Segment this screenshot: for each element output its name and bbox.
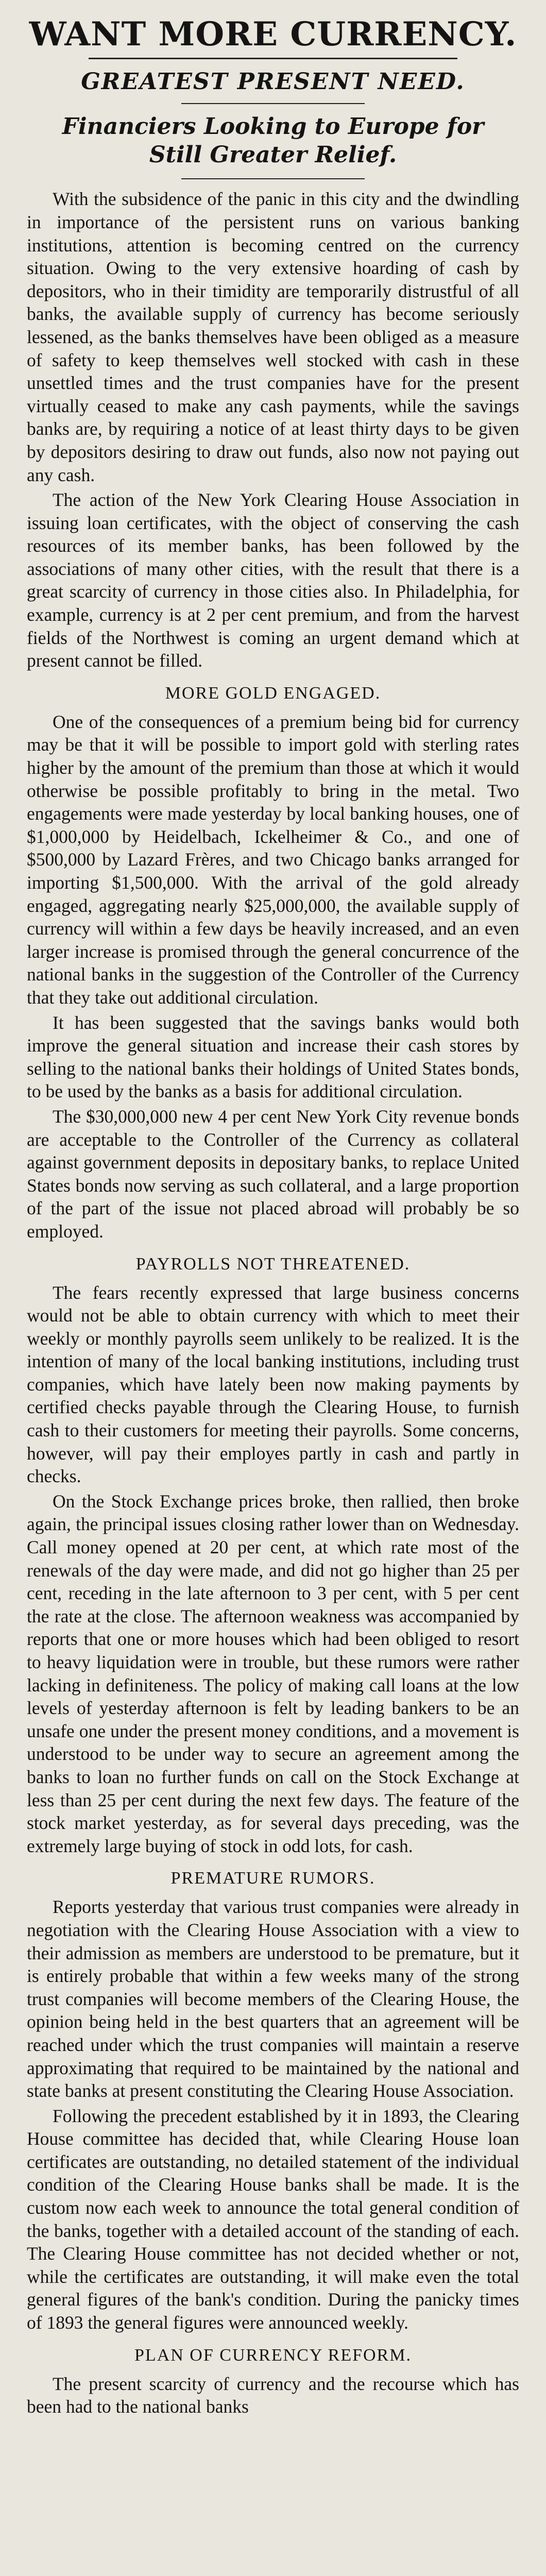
- headline: WANT MORE CURRENCY.: [29, 15, 517, 54]
- article-paragraph: One of the consequences of a premium being bid for currency may be that it will be possible to import gold with sterling rates higher by the amount of the premium than those at which it would otherwise be possible profitably to bring in the metal. Two engagements were made yesterday by local banking houses, one of $1,000,000 by Heidelbach, Ickelheimer & Co., and one of $500,000 by Lazard Frères, and two Chicago banks arranged for importing $1,500,000. With the arrival of the gold already engaged, aggregating nearly $25,000,000, the available supply of currency will within a few days be heavily increased, and an even larger increase is promised through the general concurrence of the national banks in the suggestion of the Controller of the Currency that they take out additional circulation.: [27, 711, 519, 1008]
- deck-secondary: Financiers Looking to Europe for Still Greater Relief.: [62, 113, 484, 168]
- section-opening: [27, 188, 519, 672]
- subheading: MORE GOLD ENGAGED.: [165, 683, 381, 703]
- article-paragraph: It has been suggested that the savings banks would both improve the general situation and increase their cash stores by selling to the national banks their holdings of United States bonds, to be used by the banks as a basis for additional circulation.: [27, 1012, 519, 1102]
- section-premature-rumors: [27, 1895, 519, 2334]
- subheading: PLAN OF CURRENCY REFORM.: [134, 2345, 412, 2365]
- section-more-gold: [27, 710, 519, 1243]
- deck-rule-2: [181, 178, 365, 179]
- subheading: PAYROLLS NOT THREATENED.: [135, 1254, 411, 1274]
- article-paragraph: On the Stock Exchange prices broke, then rallied, then broke again, the principal issues closing rather lower than on Wednesday. Call money opened at 20 per cent, at which rate most of the renewals of the day were made, and did not go higher than 25 per cent, receding in the late afternoon to 3 per cent, with 5 per cent the rate at the close. The afternoon weakness was accompanied by reports that one or more houses which had been obliged to resort to heavy liquidation were in trouble, but these rumors were rather lacking in definiteness. The policy of making call loans at the low levels of yesterday afternoon is felt by leading bankers to be an unsafe one under the present money conditions, and a movement is understood to be under way to secure an agreement among the banks to loan no further funds on call on the Stock Exchange at less than 25 per cent during the next few days. The feature of the stock market yesterday, as for several days preceding, was the extremely large buying of stock in odd lots, for cash.: [27, 1490, 519, 1856]
- section-payrolls: [27, 1281, 519, 1858]
- deck-primary: GREATEST PRESENT NEED.: [81, 69, 465, 95]
- article-paragraph: Following the precedent established by it in 1893, the Clearing House committee has decided that, while Clearing House loan certificates are outstanding, no detailed statement of the individual condition of the Clearing House banks shall be made. It is the custom now each week to announce the total general condition of the banks, together with a detailed account of the standing of each. The Clearing House committee has not decided whether or not, while the certificates are outstanding, it will make even the total general figures of the bank's condition. During the panicky times of 1893 the general figures were announced weekly.: [27, 2105, 519, 2333]
- headline-rule: [89, 58, 457, 59]
- article-paragraph: The fears recently expressed that large business concerns would not be able to obtain currency with which to meet their weekly or monthly payrolls seem unlikely to be realized. It is the intention of many of the local banking institutions, including trust companies, which have lately been now making payments by certified checks payable through the Clearing House, to furnish cash to their customers for meeting their payrolls. Some concerns, however, will pay their employes partly in cash and partly in checks.: [27, 1282, 519, 1487]
- article-paragraph: The action of the New York Clearing House Association in issuing loan certificates, with the object of conserving the cash resources of its member banks, has been followed by the associations of many other cities, with the result that there is a great scarcity of currency in those cities also. In Philadelphia, for example, currency is at 2 per cent premium, and from the harvest fields of the Northwest is coming an urgent demand which at present cannot be filled.: [27, 489, 519, 671]
- subheading: PREMATURE RUMORS.: [170, 1869, 376, 1888]
- article-paragraph: With the subsidence of the panic in this city and the dwindling in importance of the persistent runs on various banking institutions, attention is becoming centred on the currency situation. Owing to the very extensive hoarding of cash by depositors, who in their timidity are temporarily distrustful of all banks, the available supply of currency has become seriously lessened, as the banks themselves have been obliged as a measure of safety to keep themselves well stocked with cash in these unsettled times and the trust companies have for the present virtually ceased to make any cash payments, while the savings banks are, by requiring a notice of at least thirty days to be given by depositors desiring to draw out funds, also now not paying out any cash.: [27, 189, 519, 485]
- article-paragraph: The present scarcity of currency and the recourse which has been had to the national banks: [27, 2373, 519, 2417]
- deck-rule: [181, 103, 365, 104]
- article-paragraph: The $30,000,000 new 4 per cent New York City revenue bonds are acceptable to the Controller of the Currency as collateral against government deposits in depositary banks, to replace United States bonds now serving as such collateral, and a large proportion of the part of the issue not placed abroad will probably be so employed.: [27, 1106, 519, 1242]
- section-currency-reform: [27, 2372, 519, 2418]
- article-paragraph: Reports yesterday that various trust companies were already in negotiation with the Clearing House Association with a view to their admission as members are understood to be premature, but it is entirely probable that within a few weeks many of the strong trust companies will become members of the Clearing House, the opinion being held in the best quarters that an agreement will be reached under which the trust companies will maintain a reserve approximating that required to be maintained by the national and state banks at present constituting the Clearing House Association.: [27, 1896, 519, 2102]
